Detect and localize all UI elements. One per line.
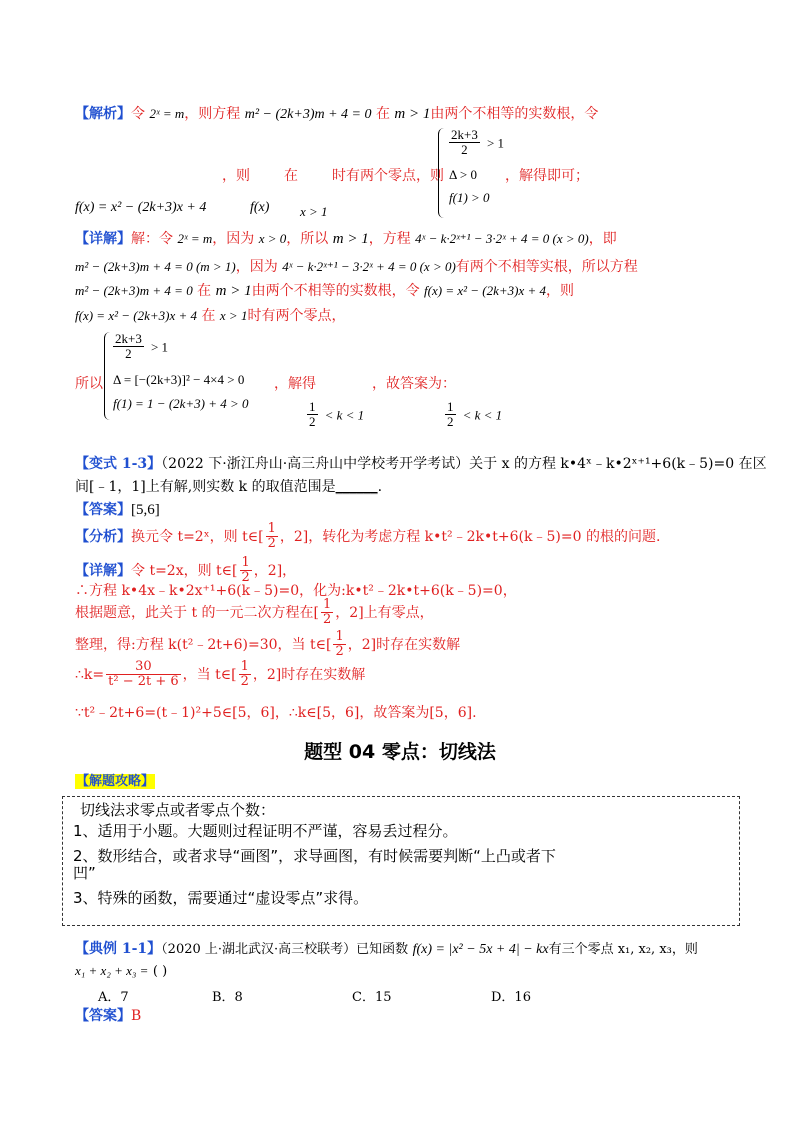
option-c: C．15 [352, 990, 392, 1005]
condition-system: $\frac{2k+3}{2}$ > 1 Δ > 0 f(1) > 0 [438, 128, 589, 218]
analysis-tag: 【解析】 [75, 106, 131, 122]
answer-interval-2: $\frac{1}{2}$ < k < 1 [447, 399, 503, 430]
variant-line-1: 【变式 1-3】（2022 下·浙江舟山·高三舟山中学校考开学考试）关于 x 的方程 k•4ˣ﹣k•2ˣ⁺¹+6(k﹣5)=0 在区 [75, 456, 767, 472]
detail-2-line-5: ∴k= $\frac{30}{\text{t² − 2t + 6}}$ ，当 t∈[ $\frac{1}{2}$ ，2]时存在实数解 [75, 659, 366, 690]
function-f: f(x) = x² − (2k+3)x + 4 [75, 200, 207, 215]
analysis-line-2a: ，则 [222, 168, 250, 184]
variant-tag: 【变式 1-3】 [75, 456, 162, 472]
detail-2-line-4: 整理，得:方程 k(t²﹣2t+6)=30，当 t∈[ $\frac{1}{2}$ ，2]时存在实数解 [75, 629, 461, 660]
example-tag: 【典例 1-1】 [75, 941, 162, 957]
detail-2-line-6: ∵t²﹣2t+6=(t﹣1)²+5∈[5，6]，∴k∈[5，6]，故答案为[5，6]. [75, 705, 477, 721]
strategy-item-3: 3、特殊的函数，需要通过“虚设零点”求得。 [73, 889, 369, 907]
detail-line-3: m² − (2k+3)m + 4 = 0 在 m > 1由两个不相等的实数根，令 f(x) = x² − (2k+3)x + 4，则 [75, 283, 575, 299]
example-line-1: 【典例 1-1】（2020 上·湖北武汉·高三校联考）已知函数 f(x) = |x² − 5x + 4| − kx有三个零点 x₁, x₂, x₃，则 [75, 941, 698, 957]
detail-line-1: 【详解】解：令 2ˣ = m，因为 x > 0，所以 m > 1，方程 4ˣ − k·2ˣ⁺¹ − 3·2ˣ + 4 = 0 (x > 0)，即 [75, 231, 617, 247]
strategy-title: 切线法求零点或者零点个数： [80, 801, 276, 819]
detail-line-4: f(x) = x² − (2k+3)x + 4 在 x > 1时有两个零点， [75, 308, 346, 324]
answer-1: 【答案】[5,6] [75, 502, 160, 518]
strategy-item-2-cont: 凹” [73, 864, 96, 882]
strategy-item-2: 2、数形结合，或者求导“画图”，求导画图，有时候需要判断“上凸或者下 [73, 847, 556, 865]
analysis-2: 【分析】换元令 t=2ˣ，则 t∈[ $\frac{1}{2}$ ，2]，转化为考虑方程 k•t²﹣2k•t+6(k﹣5)=0 的根的问题. [75, 521, 661, 552]
example-line-2: x₁ + x₂ + x₃ = ( ) [75, 963, 168, 979]
analysis-line-1: 【解析】令 2ˣ = m，则方程 m² − (2k+3)m + 4 = 0 在 m > 1由两个不相等的实数根，令 [75, 106, 599, 122]
detail-2-line-2: ∴方程 k•4x﹣k•2x⁺¹+6(k﹣5)=0，化为:k•t²﹣2k•t+6(k﹣5)=0， [75, 583, 517, 599]
option-d: D．16 [491, 990, 531, 1005]
variant-line-2: 间[﹣1，1]上有解,则实数 k 的取值范围是______. [75, 479, 383, 495]
strategy-tag: 【解题攻略】 [76, 774, 155, 789]
option-a: A．7 [98, 990, 129, 1005]
detail-tag: 【详解】 [75, 231, 131, 247]
answer-2: 【答案】B [75, 1008, 142, 1024]
answer-interval-1: $\frac{1}{2}$ < k < 1 [309, 399, 365, 430]
detail-system: $\frac{2k+3}{2}$ > 1 Δ = [−(2k+3)]² − 4×4 > 0 f(1) = 1 − (2k+3) + 4 > 0 [104, 332, 305, 420]
detail-line-2: m² − (2k+3)m + 4 = 0 (m > 1)，因为 4ˣ − k·2ˣ⁺¹ − 3·2ˣ + 4 = 0 (x > 0)有两个不相等实根，所以方程 [75, 259, 638, 275]
detail-2-line-1: 【详解】令 t=2x，则 t∈[ $\frac{1}{2}$ ，2]， [75, 555, 297, 586]
quadratic-equation: m² − (2k+3)m + 4 = 0 [244, 107, 372, 122]
section-title: 题型 04 零点：切线法 [304, 741, 496, 763]
option-b: B．8 [212, 990, 243, 1005]
detail-2-line-3: 根据题意，此关于 t 的一元二次方程在[ $\frac{1}{2}$ ，2]上有零点， [75, 597, 434, 628]
strategy-item-1: 1、适用于小题。大题则过程证明不严谨，容易丢过程分。 [73, 822, 458, 840]
